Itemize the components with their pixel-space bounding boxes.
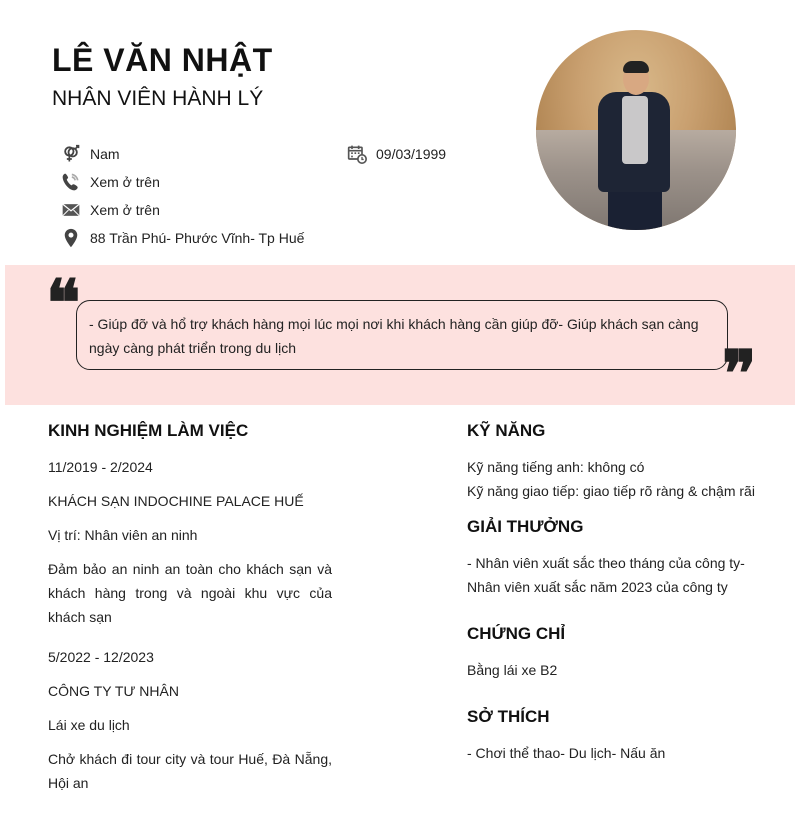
candidate-name: LÊ VĂN NHẬT [52, 42, 273, 78]
certificates-heading: CHỨNG CHỈ [467, 624, 566, 643]
certificates-text: Bằng lái xe B2 [467, 662, 558, 678]
experience-position: Lái xe du lịch [48, 717, 130, 733]
envelope-icon [60, 199, 82, 221]
experience-period: 5/2022 - 12/2023 [48, 649, 154, 665]
skills-heading: KỸ NĂNG [467, 421, 546, 440]
experience-description: Chở khách đi tour city và tour Huế, Đà Nẵng, Hội an [48, 751, 332, 791]
calendar-icon [346, 143, 368, 165]
certificates-section [467, 621, 767, 682]
gender-value: Nam [90, 146, 120, 162]
experience-description: Đảm bảo an ninh an toàn cho khách sạn và khách hàng trong và ngoài khu vực của khách sạn [48, 561, 332, 625]
hobbies-heading: SỞ THÍCH [467, 707, 550, 726]
info-email [60, 199, 160, 221]
gender-icon [60, 143, 82, 165]
experience-company: CÔNG TY TƯ NHÂN [48, 683, 179, 699]
open-quote-icon: ❝ [46, 266, 81, 341]
email-value: Xem ở trên [90, 202, 160, 218]
experience-item [48, 455, 332, 629]
address-value: 88 Trần Phú- Phước Vĩnh- Tp Huế [90, 230, 305, 246]
awards-section [467, 514, 767, 599]
location-pin-icon [60, 227, 82, 249]
experience-company: KHÁCH SẠN INDOCHINE PALACE HUẾ [48, 493, 304, 509]
experience-item [48, 645, 332, 795]
info-gender [60, 143, 120, 165]
awards-heading: GIẢI THƯỞNG [467, 517, 584, 536]
hobbies-section [467, 704, 767, 765]
close-quote-icon: ❞ [722, 337, 757, 412]
experience-position: Vị trí: Nhân viên an ninh [48, 527, 198, 543]
objective-text: - Giúp đỡ và hổ trợ khách hàng mọi lúc mọi nơi khi khách hàng cần giúp đỡ- Giúp khách sạn càng ngày càng phát triển trong du lịch [76, 300, 728, 370]
birthday-value: 09/03/1999 [376, 146, 447, 162]
experience-heading: KINH NGHIỆM LÀM VIỆC [48, 421, 249, 440]
phone-icon [60, 171, 82, 193]
experience-section [48, 418, 332, 795]
info-address [60, 227, 304, 249]
skill-item: Kỹ năng tiếng anh: không có [467, 459, 645, 475]
hobbies-text: - Chơi thể thao- Du lịch- Nấu ăn [467, 745, 666, 761]
awards-text: - Nhân viên xuất sắc theo tháng của công ty- Nhân viên xuất sắc năm 2023 của công ty [467, 555, 745, 595]
info-birthday [346, 143, 446, 165]
job-title: NHÂN VIÊN HÀNH LÝ [52, 87, 264, 110]
experience-period: 11/2019 - 2/2024 [48, 459, 153, 475]
avatar [536, 30, 736, 230]
right-column [467, 418, 767, 765]
skills-section [467, 418, 767, 503]
info-phone [60, 171, 160, 193]
skill-item: Kỹ năng giao tiếp: giao tiếp rõ ràng & chậm rãi [467, 483, 755, 499]
phone-value: Xem ở trên [90, 174, 160, 190]
